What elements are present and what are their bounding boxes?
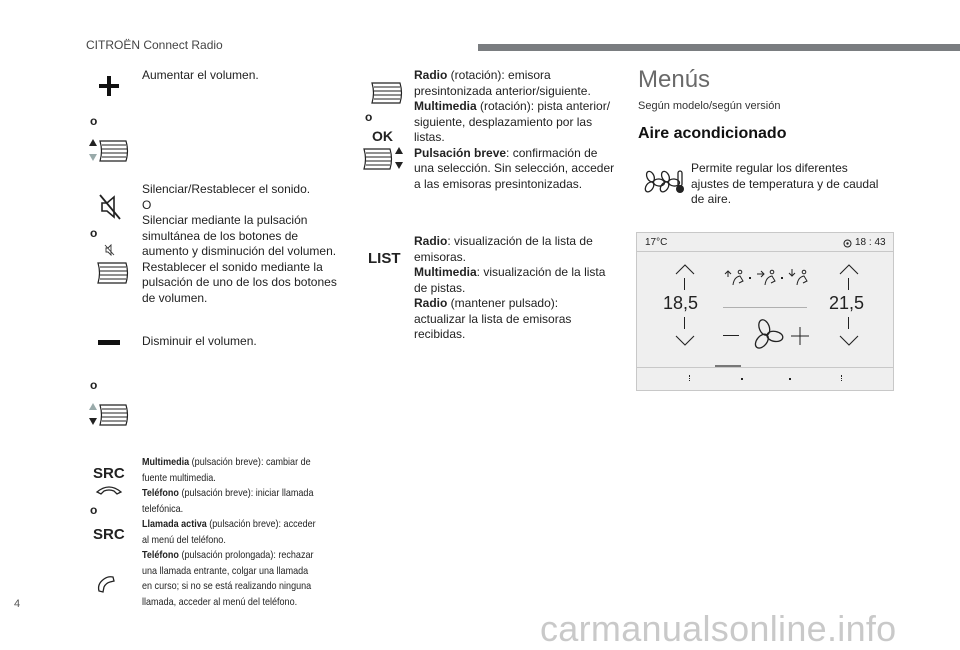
climate-fan-temperature-icon [644, 170, 686, 194]
divider [848, 278, 849, 290]
minus-icon [98, 340, 120, 346]
header-bar [478, 44, 960, 51]
src-text: Multimedia (pulsación breve): cambiar de fuente multimedia. Teléfono (pulsación breve): iniciar llamada telefónica. Llamada activa (pulsación breve): acceder al menú del teléfono. Teléfono (pulsación prolongada): rechazar una llamada entrante, colgar una llamada en curso; si no se está realizando ninguna llamada, acceder al menú del teléfono. [142, 456, 316, 608]
temp-right-up-button[interactable] [839, 263, 859, 275]
subtitle: Según modelo/según versión [638, 100, 781, 112]
scroll-wheel-icon [94, 260, 130, 286]
mute-small-icon [104, 244, 116, 256]
or-label: o [90, 114, 98, 128]
src-label: SRC [93, 465, 125, 482]
active-tab-indicator [715, 365, 741, 367]
menu-dot[interactable] [789, 378, 791, 380]
airflow-body-icon[interactable] [757, 269, 779, 287]
divider [637, 367, 893, 368]
ok-label: OK [372, 128, 393, 144]
mute-speaker-icon [98, 194, 122, 220]
divider [684, 278, 685, 290]
menu-dot[interactable] [741, 378, 743, 380]
volume-down-text: Disminuir el volumen. [142, 334, 257, 348]
plus-icon [98, 76, 120, 96]
or-label: o [90, 226, 98, 240]
temp-left-up-button[interactable] [675, 263, 695, 275]
section-title: Menús [638, 66, 711, 93]
or-label: o [90, 378, 98, 392]
fan-increase-button[interactable] [791, 327, 809, 345]
divider [848, 317, 849, 329]
page-number: 4 [14, 598, 21, 610]
menu-more-icon[interactable] [841, 375, 843, 381]
location-icon [843, 239, 852, 248]
list-label: LIST [368, 250, 401, 267]
outside-temperature: 17°C [645, 237, 668, 248]
or-label: o [90, 503, 98, 517]
ac-heading: Aire acondicionado [638, 125, 787, 142]
fan-decrease-button[interactable] [723, 335, 739, 336]
temp-right-value: 21,5 [829, 293, 865, 313]
ac-text: Permite regular los diferentes ajustes de temperatura y de caudal de aire. [691, 161, 879, 206]
list-text: Radio: visualización de la lista de emisoras. Multimedia: visualización de la lista de pistas. Radio (mantener pulsado): actualizar la lista de emisoras recibidas. [414, 234, 606, 341]
watermark: carmanualsonline.info [540, 608, 897, 649]
ac-screen [636, 232, 894, 391]
divider [637, 251, 893, 252]
airflow-face-icon[interactable] [725, 269, 747, 287]
scroll-wheel-updown-icon [88, 402, 130, 428]
scroll-wheel-icon [368, 80, 404, 106]
temp-right-down-button[interactable] [839, 335, 859, 347]
src-label: SRC [93, 526, 125, 543]
temp-left-value: 18,5 [663, 293, 699, 313]
divider [723, 307, 807, 308]
phone-handset-icon [95, 484, 123, 496]
mute-text: Silenciar/Restablecer el sonido. O Silenciar mediante la pulsación simultánea de los botones de aumento y disminución del volumen. Restablecer el sonido mediante la pulsación de uno de los dos botones de volumen. [142, 182, 337, 305]
ok-text: Radio (rotación): emisora presintonizada anterior/siguiente. Multimedia (rotación): pista anterior/ siguiente, desplazamiento por las listas. Pulsación breve: confirmación de una selección. Sin selección, acceder a las emisoras presintonizadas. [414, 68, 615, 191]
header-title: CITROËN Connect Radio [86, 38, 223, 52]
fan-icon [753, 319, 781, 351]
scroll-wheel-updown-icon [362, 146, 406, 172]
volume-up-text: Aumentar el volumen. [142, 68, 259, 82]
temp-left-down-button[interactable] [675, 335, 695, 347]
or-label: o [365, 110, 373, 124]
dot [749, 277, 751, 279]
scroll-wheel-updown-icon [88, 138, 130, 164]
phone-handset-icon [96, 574, 118, 596]
dot [781, 277, 783, 279]
menu-more-icon[interactable] [689, 375, 691, 381]
airflow-feet-icon[interactable] [789, 269, 811, 287]
divider [684, 317, 685, 329]
clock: 18 : 43 [855, 237, 886, 248]
